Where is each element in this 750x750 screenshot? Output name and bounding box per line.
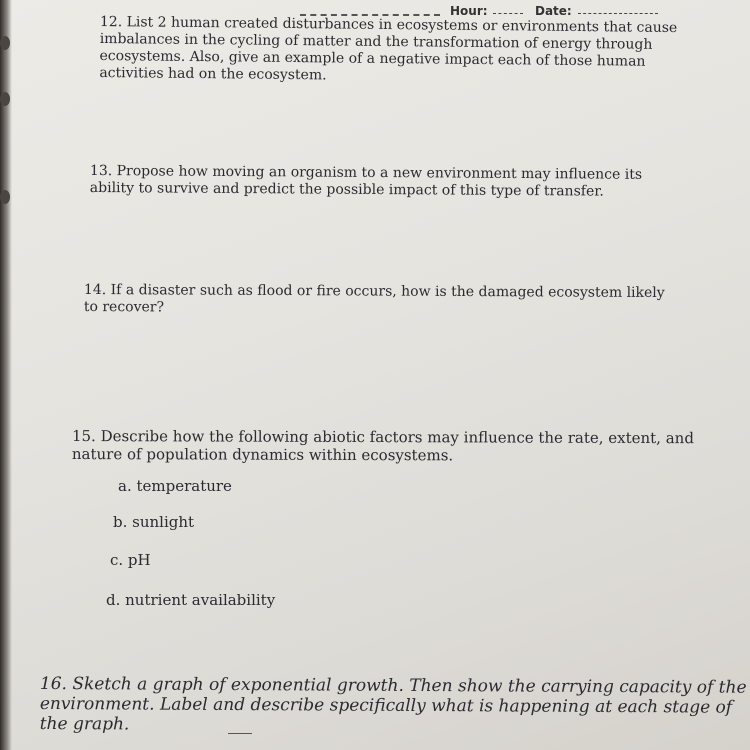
question-line: 15. Describe how the following abiotic factors may influence the rate, extent, and xyxy=(71,427,694,448)
date-blank[interactable] xyxy=(578,13,658,14)
subitem-nutrient-availability: d. nutrient availability xyxy=(106,591,276,609)
question-line: 12. List 2 human created disturbances in ecosystems or environments that cause xyxy=(99,14,678,37)
binder-hole xyxy=(0,190,10,204)
question-12 xyxy=(99,14,677,88)
question-line: environment. Label and describe specifically what is happening at each stage of xyxy=(39,693,733,718)
question-16 xyxy=(40,674,747,738)
binder-hole xyxy=(0,36,10,50)
question-line: to recover? xyxy=(83,298,165,316)
question-15 xyxy=(72,427,694,465)
subitem-sunlight: b. sunlight xyxy=(113,513,195,531)
question-line: 14. If a disaster such as flood or fire occurs, how is the damaged ecosystem likely xyxy=(83,282,665,302)
question-line: nature of population dynamics within ecosystems. xyxy=(71,444,454,465)
question-line: imbalances in the cycling of matter and the transformation of energy through xyxy=(99,30,653,53)
page-left-edge xyxy=(0,0,12,750)
question-line: activities had on the ecosystem. xyxy=(99,64,327,84)
date-label: Date: xyxy=(535,4,572,18)
binder-hole xyxy=(0,92,10,106)
question-14 xyxy=(84,282,665,319)
hour-blank[interactable] xyxy=(493,13,523,14)
question-line: ecosystems. Also, give an example of a negative impact each of those human xyxy=(99,47,646,70)
hour-label: Hour: xyxy=(450,4,488,18)
subitem-ph: c. pH xyxy=(110,551,151,569)
question-13 xyxy=(90,163,642,201)
question-line: ability to survive and predict the possible impact of this type of transfer. xyxy=(89,179,604,200)
pencil-mark xyxy=(228,733,252,734)
question-line: 13. Propose how moving an organism to a new environment may influence its xyxy=(89,163,643,183)
question-line: the graph. xyxy=(39,713,130,735)
question-line: 16. Sketch a graph of exponential growth. Then show the carrying capacity of the xyxy=(39,674,747,698)
subitem-temperature: a. temperature xyxy=(118,477,232,495)
